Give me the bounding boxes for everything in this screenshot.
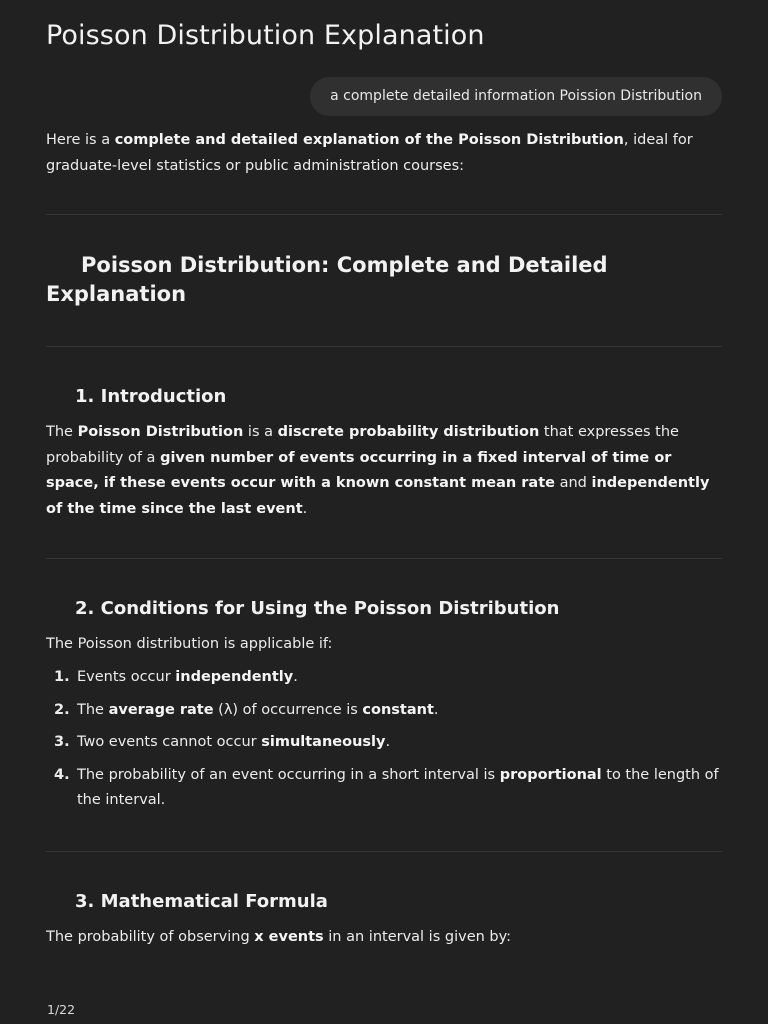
list-item: 1. Events occur independently.	[46, 665, 722, 691]
main-heading: Poisson Distribution: Complete and Detailed Explanation	[46, 253, 608, 306]
list-number: 2.	[54, 701, 70, 718]
intro-paragraph: Here is a complete and detailed explanation of the Poisson Distribution, ideal for graduate-level statistics or public administration courses:	[46, 132, 693, 174]
list-number: 1.	[54, 669, 70, 685]
conditions-lead: The Poisson distribution is applicable if:	[46, 636, 333, 652]
section-heading-conditions: 2. Conditions for Using the Poisson Distribution	[75, 598, 560, 619]
divider	[46, 214, 722, 215]
introduction-paragraph: The Poisson Distribution is a discrete probability distribution that expresses the probability of a given number of events occurring in a fixed interval of time or space, if these events occur with a known constant mean rate and independently of the time since the last event.	[46, 424, 710, 517]
conditions-list	[46, 665, 722, 821]
list-number: 3.	[54, 734, 70, 750]
list-item: 4. The probability of an event occurring in a short interval is proportional to the length of the interval.	[46, 763, 722, 814]
list-item: 2. The average rate (λ) of occurrence is constant.	[46, 698, 722, 724]
document-title: Poisson Distribution Explanation	[46, 20, 485, 51]
list-item: 3. Two events cannot occur simultaneously.	[46, 730, 722, 756]
section-heading-formula: 3. Mathematical Formula	[75, 891, 328, 912]
divider	[46, 558, 722, 559]
user-message-bubble: a complete detailed information Poission Distribution	[310, 77, 722, 116]
divider	[46, 346, 722, 347]
divider	[46, 851, 722, 852]
page-indicator: 1/22	[47, 1002, 76, 1017]
formula-paragraph: The probability of observing x events in an interval is given by:	[46, 929, 512, 945]
section-heading-introduction: 1. Introduction	[75, 386, 227, 407]
list-number: 4.	[54, 766, 70, 783]
